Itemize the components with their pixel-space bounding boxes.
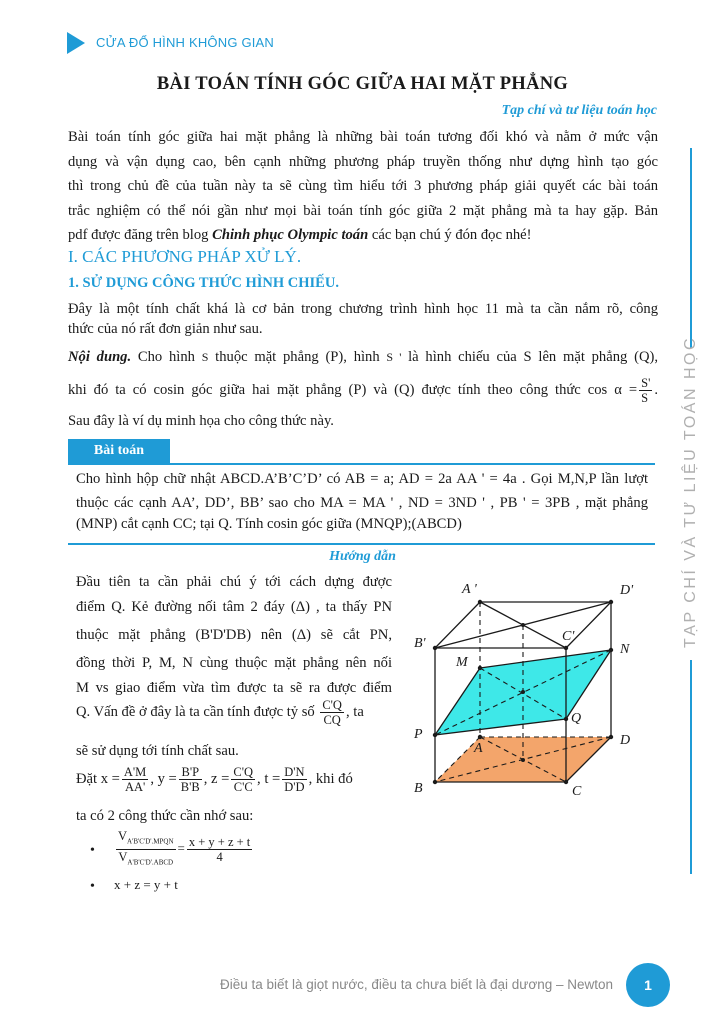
problem-line: thuộc các cạnh AA’, DD’, BB’ sao cho MA = MA ' , ND = 3ND ' , PB ' = 3PB , mặt phẳng	[76, 495, 648, 511]
method-line: Sau đây là ví dụ minh họa cho công thức này.	[68, 413, 334, 429]
volume-ratio-fraction: $\frac{V_{A'B'C'D'.MPQN}}{V_{A'B'C'D'.ABCD}}$	[118, 829, 174, 866]
label-N: N	[620, 642, 630, 657]
solution-line: sẽ sử dụng tới tính chất sau.	[76, 743, 239, 759]
solution-line: Đầu tiên ta cần phải chú ý tới cách dựng được	[76, 574, 392, 590]
solution-line: M vs giao điểm vừa tìm được ta sẽ ra được điểm	[76, 680, 392, 696]
formula-line: khi đó ta có cosin góc giữa hai mặt phẳng (P) và (Q) được tính theo công thức cos α = $\frac{S'}{S}$ .	[68, 376, 658, 405]
t-fraction: $\frac{D'N}{D'D}$	[284, 765, 305, 794]
intro-line-last: pdf được đăng trên blog Chinh phục Olympic toán các bạn chú ý đón đọc nhé!	[68, 227, 532, 243]
label-B: B	[414, 781, 423, 796]
page-number: 1	[626, 963, 670, 1007]
label-M: M	[456, 655, 468, 670]
solution-line: thuộc mặt phẳng (B'D'DB) nên (Δ) sẽ cắt PN,	[76, 627, 392, 643]
magazine-name: Tạp chí và tư liệu toán học	[501, 103, 657, 118]
guide-heading: Hướng dẫn	[329, 549, 396, 564]
problem-top-rule	[68, 463, 655, 465]
bullet-icon: •	[90, 843, 95, 858]
solution-line: điểm Q. Kẻ đường nối tâm 2 đáy (Δ) , ta thấy PN	[76, 599, 392, 615]
label-Q: Q	[571, 711, 582, 726]
side-bar-top	[690, 148, 692, 348]
label-A: A	[474, 741, 483, 756]
label-C: C	[572, 784, 582, 799]
label-D1: D'	[620, 583, 634, 598]
solution-line: ta có 2 công thức cần nhớ sau:	[76, 808, 254, 824]
box-figure	[400, 570, 660, 810]
intro-line: thì trong chủ đề của tuần này ta sẽ cùng tìm hiểu tới 3 phương pháp giải quyết các bài toán	[68, 178, 658, 194]
label-P: P	[414, 727, 423, 742]
problem-tab: Bài toán	[68, 439, 170, 463]
ratio-fraction: $\frac{C'Q}{CQ}$	[322, 698, 342, 727]
subsection-heading: 1. SỬ DỤNG CÔNG THỨC HÌNH CHIẾU.	[68, 275, 339, 291]
intro-line: Bài toán tính góc giữa hai mặt phẳng là những bài toán tương đối khó và nằm ở mức vận	[68, 129, 658, 145]
solution-line: Q. Vấn đề ở đây là ta cần tính được tỷ số $\frac{C'Q}{CQ}$ , ta	[76, 698, 364, 727]
problem-bottom-rule	[68, 543, 655, 545]
bullet-icon: •	[90, 879, 95, 894]
sum-fraction: $\frac{x + y + z + t}{4}$	[188, 834, 251, 864]
page-title: BÀI TOÁN TÍNH GÓC GIỮA HAI MẶT PHẲNG	[156, 74, 569, 94]
projection-fraction: $\frac{S'}{S}$	[641, 376, 651, 405]
side-bar-bottom	[690, 660, 692, 874]
y-fraction: $\frac{B'P}{B'B}$	[180, 765, 200, 794]
side-magazine-title: TẠP CHÍ VÀ TƯ LIỆU TOÁN HỌC	[682, 335, 699, 648]
content-label: Nội dung.	[68, 349, 132, 365]
intro-line: trắc nghiệm có thể nói gần như mọi bài toán tính góc giữa 2 mặt phẳng mà ta hay gặp. Bản	[68, 202, 658, 219]
blog-name: Chinh phục Olympic toán	[212, 227, 369, 243]
problem-line: Cho hình hộp chữ nhật ABCD.A’B’C’D’ có AB = a; AD = 2a AA ' = 4a . Gọi M,N,P lần lượt	[76, 471, 648, 487]
method-line: Đây là một tính chất khá là cơ bản trong chương trình hình học 11 mà ta cần nắm rõ, công	[68, 301, 658, 317]
x-fraction: $\frac{A'M}{AA'}$	[123, 765, 147, 794]
variables-line: Đặt x = $\frac{A'M}{AA'}$ , y = $\frac{B'P}{B'B}$ , z = $\frac{C'Q}{C'C}$ , t = $\frac{D'N}{D'D}$ , khi đó	[76, 765, 353, 794]
volume-formula: $\frac{V_{A'B'C'D'.MPQN}}{V_{A'B'C'D'.ABCD}}$ = $\frac{x + y + z + t}{4}$	[114, 829, 254, 869]
z-fraction: $\frac{C'Q}{C'C}$	[233, 765, 254, 794]
section-heading: I. CÁC PHƯƠNG PHÁP XỬ LÝ.	[68, 247, 302, 266]
label-B1: B'	[414, 636, 426, 651]
intro-paragraph	[68, 125, 658, 248]
content-line: Nội dung. Cho hình S thuộc mặt phẳng (P), hình S ' là hình chiếu của S lên mặt phẳng (Q),	[68, 349, 658, 365]
label-C1: C'	[562, 629, 575, 644]
solution-line: đồng thời P, M, N cùng thuộc mặt phẳng nên nối	[76, 655, 392, 671]
header-triangle-icon	[67, 32, 85, 54]
label-A1: A '	[462, 582, 477, 597]
sum-identity: x + z = y + t	[114, 877, 178, 892]
intro-line: dụng và vận dụng cao, bên cạnh những phương pháp truyền thống như dựng hình tạo góc	[68, 153, 658, 170]
method-line: thức của nó rất đơn giản như sau.	[68, 321, 263, 337]
footer-quote: Điều ta biết là giọt nước, điều ta chưa biết là đại dương – Newton	[219, 977, 613, 992]
problem-line: (MNP) cắt cạnh CC; tại Q. Tính cosin góc giữa (MNQP);(ABCD)	[76, 516, 462, 532]
header-section: CỬA ĐỔ HÌNH KHÔNG GIAN	[96, 35, 275, 50]
label-D: D	[620, 733, 631, 748]
